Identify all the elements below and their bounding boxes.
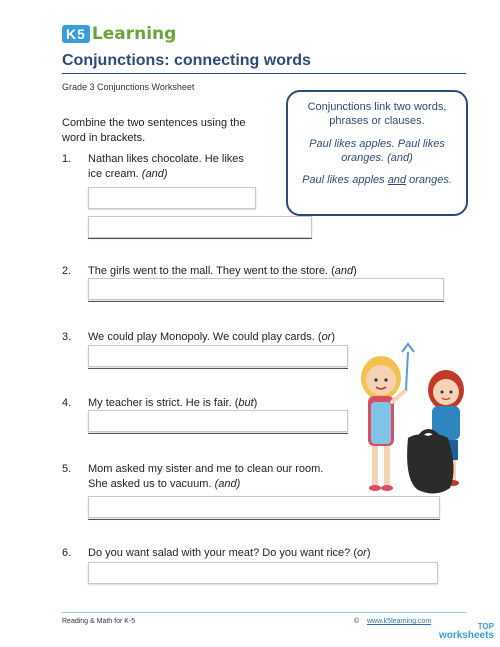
info-example-answer: Paul likes apples and oranges. bbox=[302, 174, 452, 187]
title-divider bbox=[62, 73, 466, 74]
page-title: Conjunctions: connecting words bbox=[62, 52, 311, 69]
info-conjunction-and: and bbox=[387, 174, 407, 187]
watermark-worksheets: worksheets bbox=[438, 630, 494, 642]
answer-field-4[interactable] bbox=[88, 410, 348, 432]
answer-line-5 bbox=[88, 519, 440, 520]
conjunction-info-box bbox=[286, 90, 468, 216]
info-definition: Conjunctions link two words, phrases or clauses. bbox=[307, 101, 447, 128]
answer-field-6[interactable] bbox=[88, 562, 438, 584]
logo-k5: K5 bbox=[62, 25, 90, 43]
question-6-text: Do you want salad with your meat? Do you want rice? (or) bbox=[88, 547, 371, 559]
question-1: 1. Nathan likes chocolate. He likes ice cream. (and) bbox=[62, 152, 262, 184]
question-2: 2. The girls went to the mall. They went to the store. (and) bbox=[62, 264, 442, 280]
footer-divider bbox=[62, 612, 466, 613]
answer-field-1a[interactable] bbox=[88, 187, 256, 209]
answer-line-1 bbox=[88, 238, 312, 239]
question-5: 5. Mom asked my sister and me to clean our room. She asked us to vacuum. (and) bbox=[62, 462, 352, 494]
question-3-text: We could play Monopoly. We could play cards. (or) bbox=[88, 331, 336, 343]
answer-line-3 bbox=[88, 368, 348, 369]
trash-bag-illustration bbox=[407, 431, 453, 494]
worksheet-subtitle: Grade 3 Conjunctions Worksheet bbox=[62, 82, 195, 92]
answer-field-1b[interactable] bbox=[88, 216, 312, 238]
question-6: 6. Do you want salad with your meat? Do you want rice? (or) bbox=[62, 546, 442, 562]
footer-copyright bbox=[354, 618, 431, 625]
answer-line-4 bbox=[88, 433, 348, 434]
question-4-text: My teacher is strict. He is fair. (but) bbox=[88, 397, 258, 409]
answer-field-2[interactable] bbox=[88, 278, 444, 300]
answer-field-3[interactable] bbox=[88, 345, 348, 367]
footer-tagline: Reading & Math for K-5 bbox=[62, 618, 136, 625]
k5-learning-logo bbox=[62, 22, 176, 46]
logo-learning: Learning bbox=[91, 24, 177, 44]
k5learning-link[interactable]: www.k5learning.com bbox=[366, 618, 432, 625]
answer-line-2 bbox=[88, 301, 444, 302]
question-5-line1: Mom asked my sister and me to clean our room. bbox=[88, 463, 324, 475]
question-1-text: Nathan likes chocolate. He likes ice cream. (and) bbox=[88, 153, 244, 181]
watermark-top: TOP bbox=[477, 622, 494, 631]
question-3: 3. We could play Monopoly. We could play cards. (or) bbox=[62, 330, 362, 346]
top-worksheets-watermark bbox=[439, 623, 494, 642]
girl-with-grabber-illustration bbox=[361, 344, 414, 491]
question-2-text: The girls went to the mall. They went to the store. (and) bbox=[88, 265, 357, 277]
instruction-text: Combine the two sentences using the word in brackets. bbox=[62, 117, 246, 144]
question-4: 4. My teacher is strict. He is fair. (but) bbox=[62, 396, 322, 412]
info-example: Paul likes apples. Paul likes oranges. (and) bbox=[309, 137, 445, 164]
copyright-symbol: © bbox=[354, 618, 360, 625]
question-5-line2: She asked us to vacuum. (and) bbox=[88, 478, 241, 490]
kids-cleaning-illustration bbox=[346, 340, 476, 500]
